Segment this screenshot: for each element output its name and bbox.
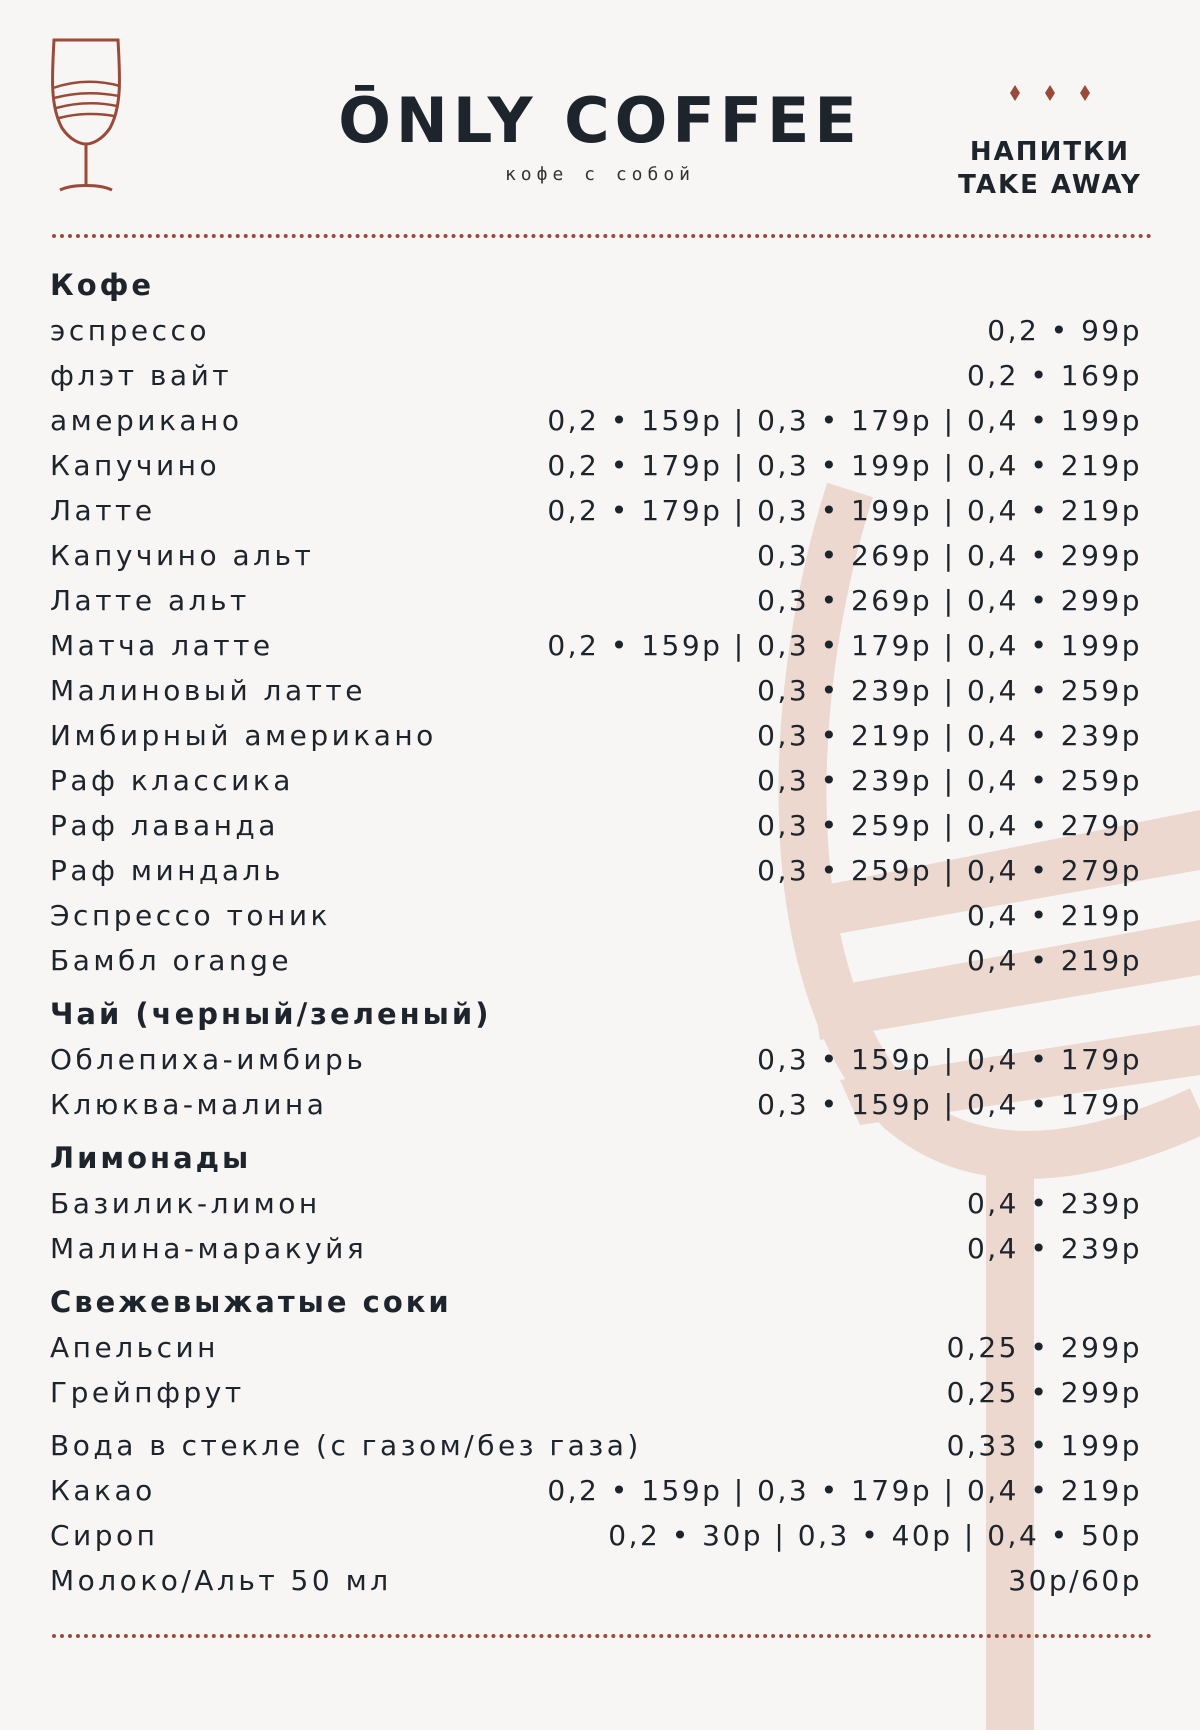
brand-tagline: кофе с собой xyxy=(504,164,696,185)
menu-row xyxy=(50,1325,1142,1370)
menu-row xyxy=(50,623,1142,668)
item-price: 0,4 • 219р xyxy=(966,944,1142,977)
menu-row xyxy=(50,1082,1142,1127)
diamond-ornament-icon xyxy=(1005,82,1095,104)
item-name: Раф миндаль xyxy=(50,854,284,887)
item-price: 0,3 • 219р | 0,4 • 239р xyxy=(757,719,1142,752)
item-name: Капучино альт xyxy=(50,539,315,572)
item-price: 0,2 • 179р | 0,3 • 199р | 0,4 • 219р xyxy=(547,494,1142,527)
item-price: 0,25 • 299р xyxy=(946,1331,1142,1364)
item-name: Какао xyxy=(50,1474,156,1507)
wine-glass-logo-icon xyxy=(48,36,124,196)
item-price: 0,2 • 179р | 0,3 • 199р | 0,4 • 219р xyxy=(547,449,1142,482)
item-price: 0,3 • 159р | 0,4 • 179р xyxy=(757,1043,1142,1076)
item-name: Имбирный американо xyxy=(50,719,437,752)
menu-row xyxy=(50,893,1142,938)
menu-row xyxy=(50,398,1142,443)
item-price: 0,3 • 269р | 0,4 • 299р xyxy=(757,584,1142,617)
item-price: 0,2 • 169р xyxy=(966,359,1142,392)
item-name: Базилик-лимон xyxy=(50,1187,321,1220)
menu-row xyxy=(50,713,1142,758)
item-price: 0,2 • 99р xyxy=(987,314,1142,347)
menu-row xyxy=(50,578,1142,623)
takeaway-badge xyxy=(950,136,1150,202)
item-name: Апельсин xyxy=(50,1331,219,1364)
item-price: 0,4 • 219р xyxy=(966,899,1142,932)
menu-row xyxy=(50,668,1142,713)
section-title-coffee: Кофе xyxy=(50,268,155,302)
item-name: эспрессо xyxy=(50,314,210,347)
item-name: Раф классика xyxy=(50,764,294,797)
item-name: Молоко/Альт 50 мл xyxy=(50,1564,392,1597)
item-name: Сироп xyxy=(50,1519,159,1552)
item-price: 0,2 • 159р | 0,3 • 179р | 0,4 • 199р xyxy=(547,404,1142,437)
menu-row xyxy=(50,443,1142,488)
section-title-lemonades: Лимонады xyxy=(50,1141,252,1175)
item-name: Эспрессо тоник xyxy=(50,899,331,932)
section-title-tea: Чай (черный/зеленый) xyxy=(50,997,492,1031)
menu-row xyxy=(50,1558,1142,1603)
brand-block xyxy=(300,84,900,185)
item-name: Малиновый латте xyxy=(50,674,366,707)
item-price: 0,25 • 299р xyxy=(946,1376,1142,1409)
menu-row xyxy=(50,1370,1142,1415)
item-price: 0,3 • 239р | 0,4 • 259р xyxy=(757,764,1142,797)
menu-list xyxy=(50,262,1142,1603)
section-title-juices: Свежевыжатые соки xyxy=(50,1285,452,1319)
menu-row xyxy=(50,488,1142,533)
menu-row xyxy=(50,938,1142,983)
item-price: 0,4 • 239р xyxy=(966,1232,1142,1265)
item-name: флэт вайт xyxy=(50,359,233,392)
bottom-dotted-divider xyxy=(52,1634,1152,1642)
badge-line-takeaway: TAKE AWAY xyxy=(958,170,1142,200)
item-name: Клюква-малина xyxy=(50,1088,328,1121)
menu-row xyxy=(50,308,1142,353)
menu-row xyxy=(50,1513,1142,1558)
brand-name: ŌNLY COFFEE xyxy=(338,84,862,157)
item-name: Облепиха-имбирь xyxy=(50,1043,367,1076)
item-name: Латте альт xyxy=(50,584,250,617)
item-name: Малина-маракуйя xyxy=(50,1232,368,1265)
item-price: 0,3 • 259р | 0,4 • 279р xyxy=(757,854,1142,887)
item-name: американо xyxy=(50,404,243,437)
item-name: Бамбл orange xyxy=(50,944,293,977)
item-name: Капучино xyxy=(50,449,221,482)
item-price: 0,33 • 199р xyxy=(946,1429,1142,1462)
menu-row xyxy=(50,758,1142,803)
item-name: Раф лаванда xyxy=(50,809,279,842)
menu-row xyxy=(50,1181,1142,1226)
menu-row xyxy=(50,1226,1142,1271)
menu-row xyxy=(50,1468,1142,1513)
menu-row xyxy=(50,353,1142,398)
item-price: 30р/60р xyxy=(1008,1564,1142,1597)
item-price: 0,3 • 159р | 0,4 • 179р xyxy=(757,1088,1142,1121)
item-name: Грейпфрут xyxy=(50,1376,245,1409)
menu-row xyxy=(50,533,1142,578)
item-price: 0,3 • 259р | 0,4 • 279р xyxy=(757,809,1142,842)
item-name: Вода в стекле (с газом/без газа) xyxy=(50,1429,642,1462)
item-price: 0,3 • 269р | 0,4 • 299р xyxy=(757,539,1142,572)
badge-line-drinks: НАПИТКИ xyxy=(969,137,1131,167)
item-price: 0,2 • 159р | 0,3 • 179р | 0,4 • 219р xyxy=(547,1474,1142,1507)
menu-row xyxy=(50,1037,1142,1082)
item-name: Матча латте xyxy=(50,629,274,662)
item-price: 0,3 • 239р | 0,4 • 259р xyxy=(757,674,1142,707)
item-name: Латте xyxy=(50,494,156,527)
menu-row xyxy=(50,848,1142,893)
menu-row xyxy=(50,1423,1142,1468)
item-price: 0,4 • 239р xyxy=(966,1187,1142,1220)
menu-row xyxy=(50,803,1142,848)
item-price: 0,2 • 30р | 0,3 • 40р | 0,4 • 50р xyxy=(608,1519,1142,1552)
top-dotted-divider xyxy=(52,234,1152,242)
item-price: 0,2 • 159р | 0,3 • 179р | 0,4 • 199р xyxy=(547,629,1142,662)
